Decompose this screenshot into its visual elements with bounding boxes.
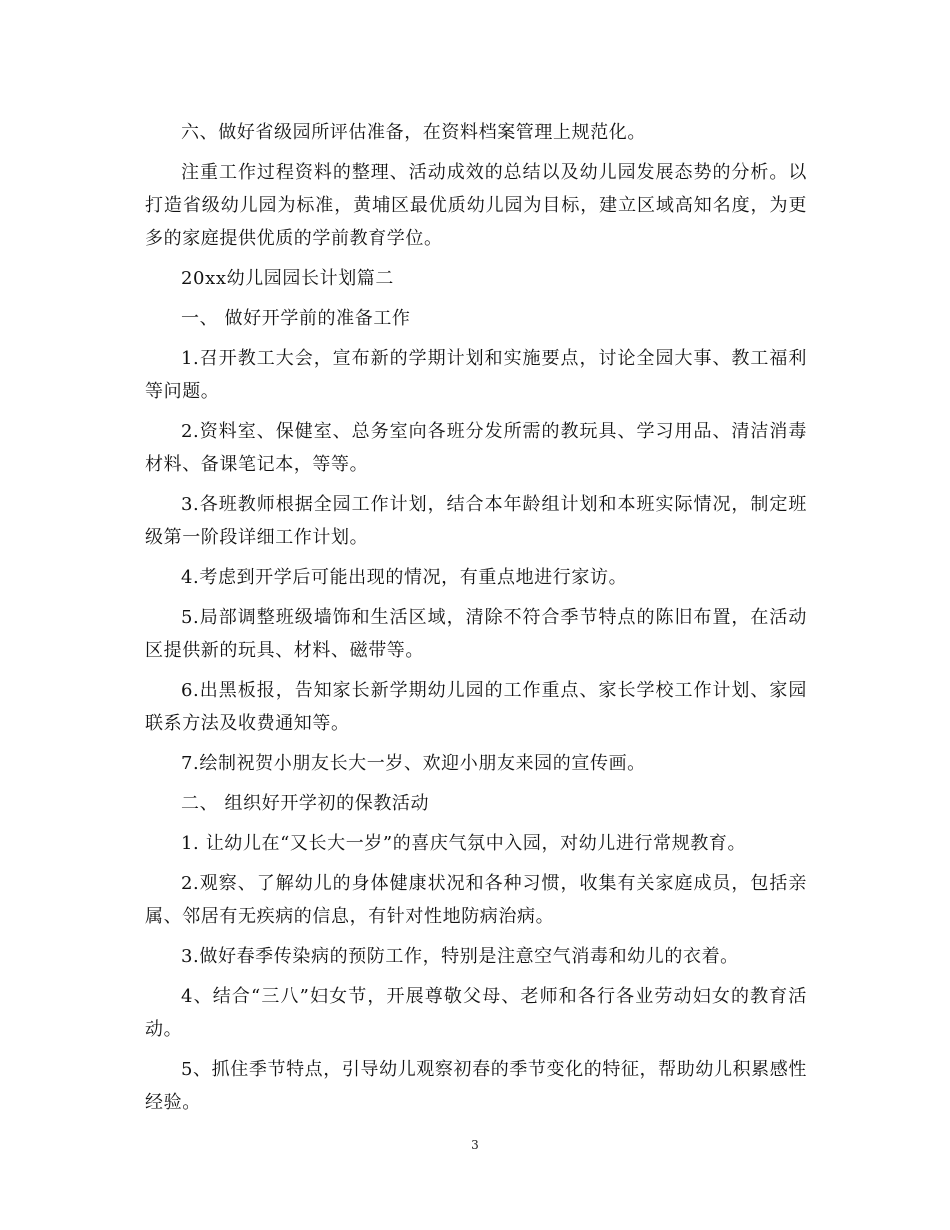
paragraph-heading-one: 一、 做好开学前的准备工作 bbox=[181, 308, 411, 329]
paragraph-item-6: 6.出黑板报，告知家长新学期幼儿园的工作重点、家长学校工作计划、家园联系方法及收费通知等。 bbox=[145, 680, 807, 734]
paragraph-item-3: 3.各班教师根据全园工作计划，结合本年龄组计划和本班实际情况，制定班级第一阶段详细工作计划。 bbox=[145, 494, 807, 548]
paragraph-item-1: 1.召开教工大会，宣布新的学期计划和实施要点，讨论全园大事、教工福利等问题。 bbox=[145, 348, 807, 402]
paragraph-summary: 注重工作过程资料的整理、活动成效的总结以及幼儿园发展态势的分析。以打造省级幼儿园为标准，黄埔区最优质幼儿园为目标，建立区域高知名度，为更多的家庭提供优质的学前教育学位。 bbox=[145, 162, 807, 249]
paragraph-item-7: 7.绘制祝贺小朋友长大一岁、欢迎小朋友来园的宣传画。 bbox=[181, 753, 646, 774]
paragraph-activity-1: 1. 让幼儿在“又长大一岁”的喜庆气氛中入园，对幼儿进行常规教育。 bbox=[181, 833, 747, 854]
document-body bbox=[145, 116, 807, 1119]
paragraph-section-six: 六、做好省级园所评估准备，在资料档案管理上规范化。 bbox=[181, 122, 646, 143]
paragraph-item-5: 5.局部调整班级墙饰和生活区域，清除不符合季节特点的陈旧布置，在活动区提供新的玩具、材料、磁带等。 bbox=[145, 607, 807, 661]
paragraph-heading-two: 二、 组织好开学初的保教活动 bbox=[181, 793, 430, 814]
paragraph-activity-3: 3.做好春季传染病的预防工作，特别是注意空气消毒和幼儿的衣着。 bbox=[181, 946, 739, 967]
paragraph-item-4: 4.考虑到开学后可能出现的情况，有重点地进行家访。 bbox=[181, 567, 628, 588]
page-number: 3 bbox=[471, 1138, 479, 1152]
paragraph-activity-5: 5、抓住季节特点，引导幼儿观察初春的季节变化的特征，帮助幼儿积累感性经验。 bbox=[145, 1059, 807, 1113]
paragraph-activity-4: 4、结合“三八”妇女节，开展尊敬父母、老师和各行各业劳动妇女的教育活动。 bbox=[145, 986, 807, 1040]
paragraph-plan-title: 20xx幼儿园园长计划篇二 bbox=[181, 268, 395, 289]
paragraph-activity-2: 2.观察、了解幼儿的身体健康状况和各种习惯，收集有关家庭成员，包括亲属、邻居有无疾病的信息，有针对性地防病治病。 bbox=[145, 873, 807, 927]
paragraph-item-2: 2.资料室、保健室、总务室向各班分发所需的教玩具、学习用品、清洁消毒材料、备课笔记本，等等。 bbox=[145, 421, 807, 475]
